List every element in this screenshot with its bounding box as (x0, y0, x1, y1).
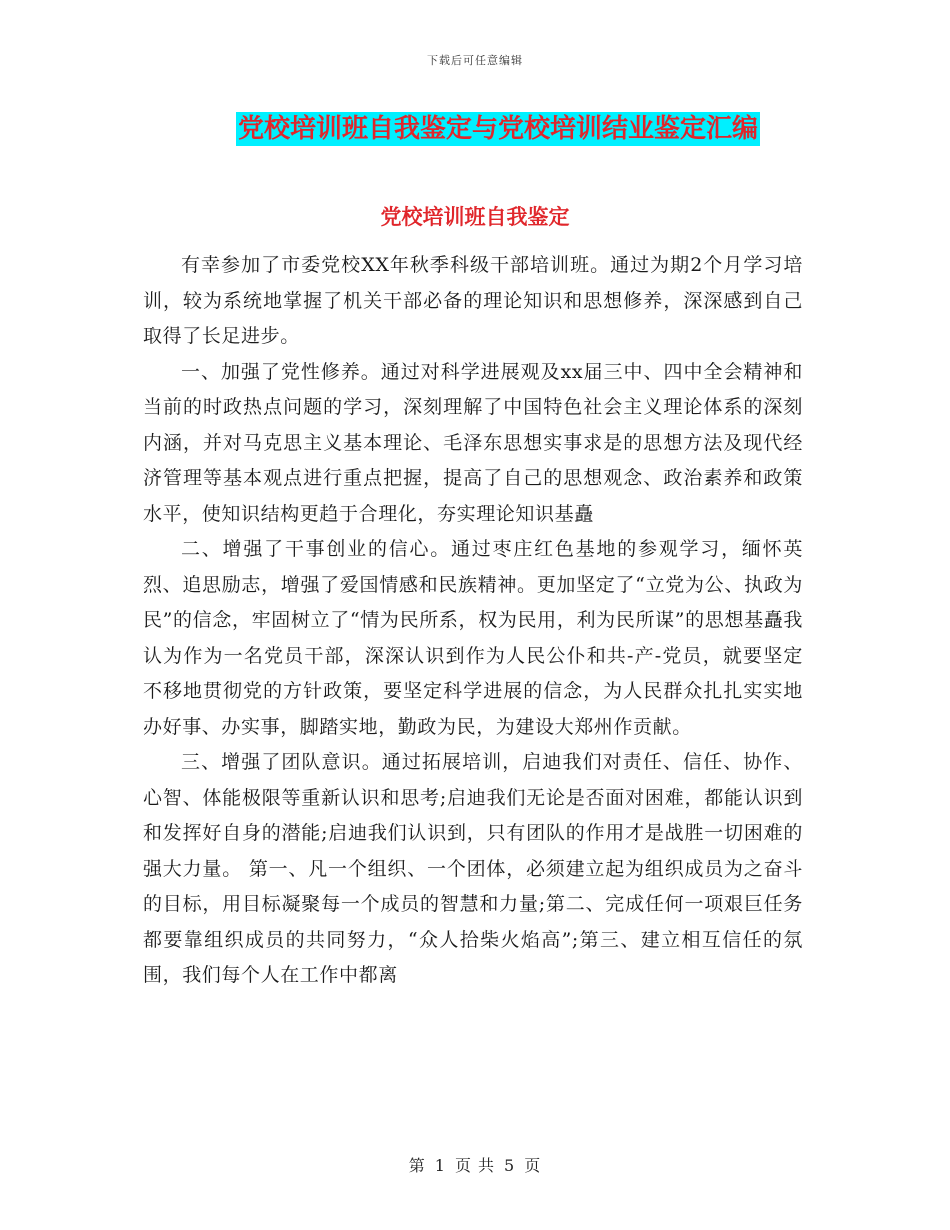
footer-total-pages: 5 (504, 1156, 516, 1175)
footer-suffix: 页 (524, 1156, 542, 1175)
paragraph-confidence: 二、增强了干事创业的信心。通过枣庄红色基地的参观学习，缅怀英烈、追思励志，增强了爱国情感和民族精神。更加坚定了“立党为公、执政为民”的信念，牢固树立了“情为民所系，权为民用，利为民所谋”的思想基矗我认为作为一名党员干部，深深认识到作为人民公仆和共-产-党员，就要坚定不移地贯彻党的方针政策，要坚定科学进展的信念，为人民群众扎扎实实地办好事、办实事，脚踏实地，勤政为民，为建设大郑州作贡献。 (143, 538, 803, 738)
header-note: 下载后可任意编辑 (427, 54, 523, 67)
document-body (143, 248, 803, 994)
footer-current-page: 1 (434, 1156, 446, 1175)
paragraph-party-spirit: 一、加强了党性修养。通过对科学进展观及xx届三中、四中全会精神和当前的时政热点问题的学习，深刻理解了中国特色社会主义理论体系的深刻内涵，并对马克思主义基本理论、毛泽东思想实事求是的思想方法及现代经济管理等基本观点进行重点把握，提高了自己的思想观念、政治素养和政策水平，使知识结构更趋于合理化，夯实理论知识基矗 (143, 360, 803, 525)
document-title-container (0, 112, 950, 146)
footer-prefix: 第 (408, 1156, 426, 1175)
document-title: 党校培训班自我鉴定与党校培训结业鉴定汇编 (237, 114, 758, 144)
section-title: 党校培训班自我鉴定 (380, 204, 570, 229)
page-number-footer (0, 1153, 950, 1176)
footer-middle: 页 共 (454, 1156, 496, 1175)
paragraph-intro: 有幸参加了市委党校XX年秋季科级干部培训班。通过为期2个月学习培训，较为系统地掌握了机关干部必备的理论知识和思想修养，深深感到自己取得了长足进步。 (143, 254, 803, 347)
paragraph-team-spirit: 三、增强了团队意识。通过拓展培训，启迪我们对责任、信任、协作、心智、体能极限等重新认识和思考;启迪我们无论是否面对困难，都能认识到和发挥好自身的潜能;启迪我们认识到，只有团队的作用才是战胜一切困难的强大力量。 第一、凡一个组织、一个团体，必须建立起为组织成员为之奋斗的目标，用目标凝聚每一个成员的智慧和力量;第二、完成任何一项艰巨任务都要靠组织成员的共同努力，“众人拾柴火焰高”;第三、建立相互信任的氛围，我们每个人在工作中都离 (143, 751, 803, 986)
